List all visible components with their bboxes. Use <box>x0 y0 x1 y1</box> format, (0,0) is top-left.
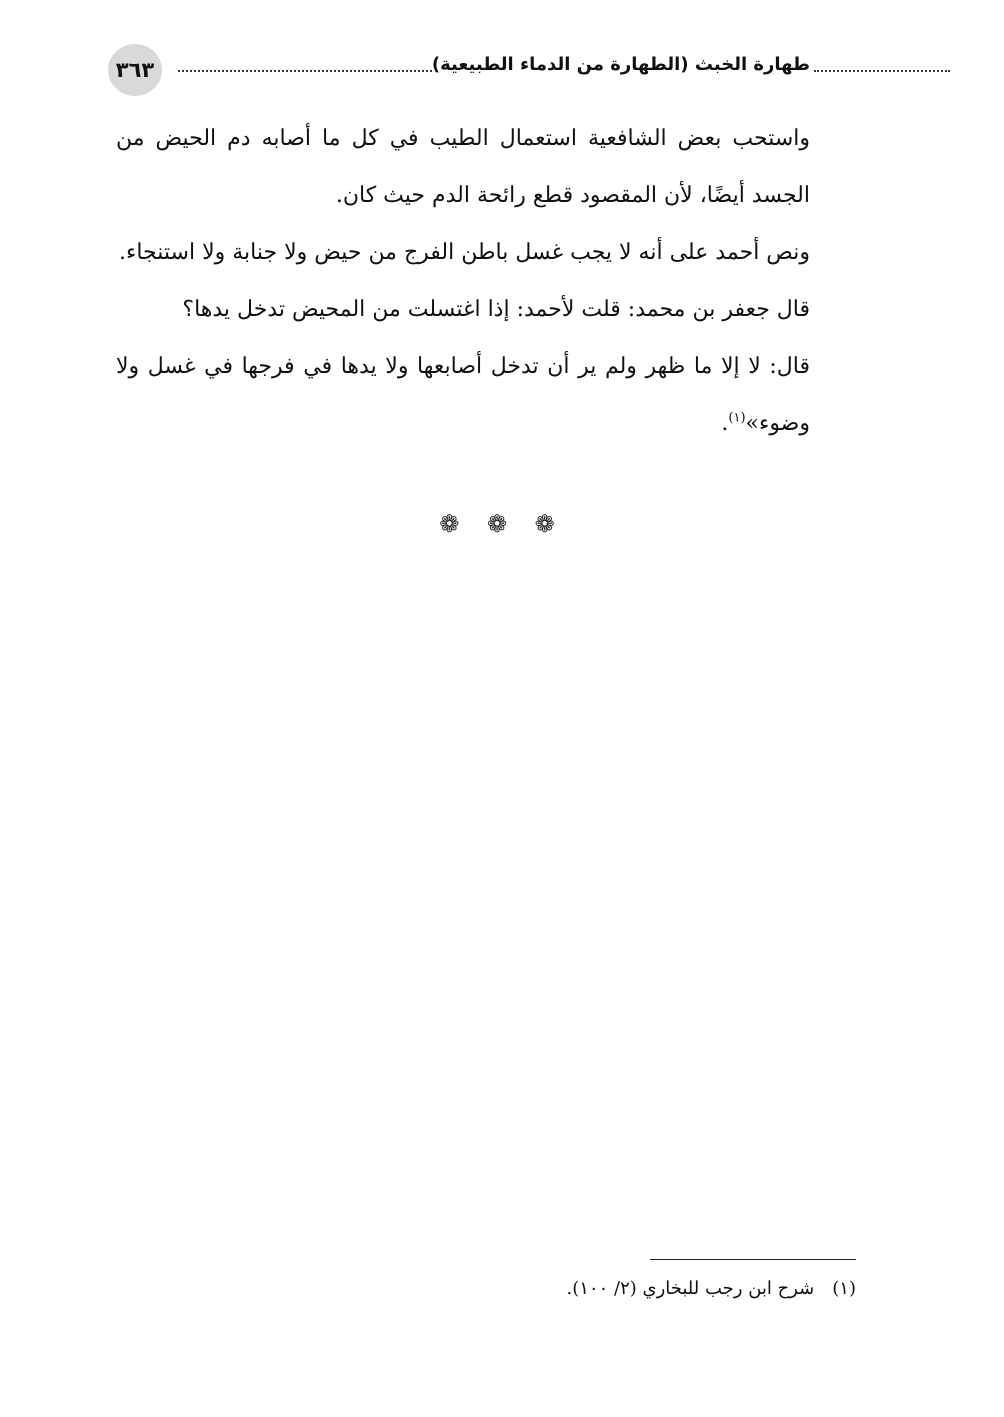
footnote-text: شرح ابن رجب للبخاري (٢/ ١٠٠). <box>566 1278 815 1299</box>
main-text <box>116 110 858 452</box>
paragraph: واستحب بعض الشافعية استعمال الطيب في كل ما أصابه دم الحيض من الجسد أيضًا، لأن المقصود قطع رائحة الدم حيث كان. <box>116 126 810 208</box>
running-title: طهارة الخبث (الطهارة من الدماء الطبيعية) <box>431 54 810 75</box>
section-end-ornament: ❁ ❁ ❁ <box>439 510 565 538</box>
footnote <box>400 1278 856 1299</box>
header-dotted-leader-left <box>178 70 432 72</box>
paragraph-end-period: . <box>721 411 729 436</box>
paragraph <box>116 338 858 452</box>
paragraph: ونص أحمد على أنه لا يجب غسل باطن الفرج من حيض ولا جنابة ولا استنجاء. <box>119 240 810 265</box>
paragraph-text: قال: لا إلا ما ظهر ولم ير أن تدخل أصابعها ولا يدها في فرجها في غسل ولا وضوء» <box>116 354 810 436</box>
page-header <box>108 44 856 96</box>
footnote-separator <box>650 1259 856 1260</box>
footnote-number: (١) <box>832 1278 856 1299</box>
header-dotted-leader-right <box>814 70 950 72</box>
footnote-reference: (١) <box>728 410 746 426</box>
paragraph: قال جعفر بن محمد: قلت لأحمد: إذا اغتسلت من المحيض تدخل يدها؟ <box>182 297 810 322</box>
page-number-badge: ٣٦٣ <box>108 44 162 96</box>
